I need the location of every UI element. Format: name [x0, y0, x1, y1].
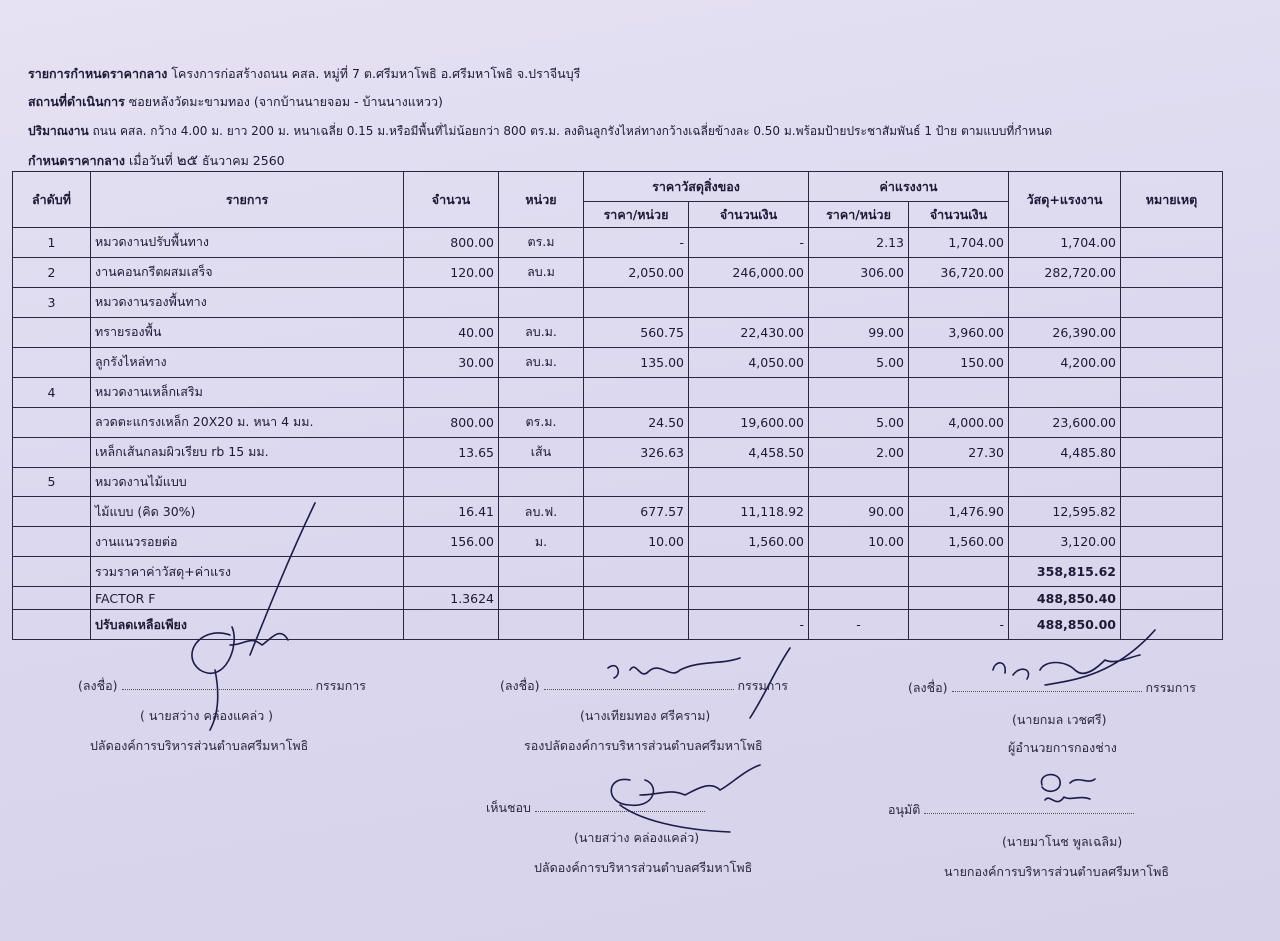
cell-mat-amount [689, 287, 809, 317]
cell-lab-amount [909, 467, 1009, 497]
cell-no [13, 437, 91, 467]
cell-qty: 40.00 [404, 317, 499, 347]
cell-item: ทรายรองพื้น [91, 317, 404, 347]
table-row [13, 437, 1223, 467]
header-line-2 [28, 92, 443, 112]
cell-item: หมวดงานรองพื้นทาง [91, 287, 404, 317]
table-row [13, 257, 1223, 287]
cell-remark [1121, 377, 1223, 407]
cell-mat-price: 24.50 [584, 407, 689, 437]
final-dash: - [689, 610, 809, 640]
cell-mat-price: 560.75 [584, 317, 689, 347]
header-line-4-rest: ธันวาคม 2560 [202, 153, 285, 168]
sig2-name: (นางเทียมทอง ศรีคราม) [580, 708, 711, 723]
cell-remark [1121, 347, 1223, 377]
cell-total: 12,595.82 [1009, 497, 1121, 527]
cell-unit: ม. [499, 527, 584, 557]
cell-lab-amount: 27.30 [909, 437, 1009, 467]
cell-mat-price: - [584, 228, 689, 258]
table-row [13, 228, 1223, 258]
cell-remark [1121, 317, 1223, 347]
cell-no [13, 317, 91, 347]
signature-scribble-1 [170, 495, 330, 735]
cell-total: 4,200.00 [1009, 347, 1121, 377]
sig2-title: รองปลัดองค์การบริหารส่วนตำบลศรีมหาโพธิ [524, 738, 763, 753]
cell-no: 3 [13, 287, 91, 317]
cell-total: 1,704.00 [1009, 228, 1121, 258]
cell-unit: ลบ.ม. [499, 347, 584, 377]
header-line-1 [28, 64, 580, 84]
cell-total: 23,600.00 [1009, 407, 1121, 437]
cell-remark [1121, 407, 1223, 437]
cell-lab-amount [909, 287, 1009, 317]
cell-qty: 16.41 [404, 497, 499, 527]
cell-lab-price: 90.00 [809, 497, 909, 527]
cell-total: 282,720.00 [1009, 257, 1121, 287]
cell-item: งานแนวรอยต่อ [91, 527, 404, 557]
sig3-title: ผู้อำนวยการกองช่าง [1008, 740, 1117, 755]
cell-total [1009, 467, 1121, 497]
cell-mat-price: 135.00 [584, 347, 689, 377]
cell-remark [1121, 437, 1223, 467]
table-row [13, 467, 1223, 497]
cell-item: หมวดงานเหล็กเสริม [91, 377, 404, 407]
cell-unit: ลบ.ม. [499, 317, 584, 347]
cell-total [1009, 287, 1121, 317]
col-header-labor: ค่าแรงงาน [809, 172, 1009, 202]
agree-label: เห็นชอบ [486, 800, 531, 815]
sig3-signed-label: (ลงชื่อ) [908, 680, 948, 695]
cell-lab-price: 5.00 [809, 347, 909, 377]
cell-lab-amount: 3,960.00 [909, 317, 1009, 347]
cell-lab-price: 306.00 [809, 257, 909, 287]
final-label: ปรับลดเหลือเพียง [91, 610, 404, 640]
header-line-3 [28, 122, 1052, 141]
cell-lab-price: 99.00 [809, 317, 909, 347]
cell-no [13, 497, 91, 527]
signature-scribble-2 [600, 640, 800, 720]
table-row [13, 407, 1223, 437]
col-header-no: ลำดับที่ [13, 172, 91, 228]
cell-item: ลูกรังไหล่ทาง [91, 347, 404, 377]
cell-unit [499, 377, 584, 407]
cell-no: 1 [13, 228, 91, 258]
sig1-signed-label: (ลงชื่อ) [78, 678, 118, 693]
header-line-4 [28, 148, 285, 172]
cell-lab-amount: 1,704.00 [909, 228, 1009, 258]
cell-mat-amount: - [689, 228, 809, 258]
header-line-1-label: รายการกำหนดราคากลาง [28, 66, 168, 81]
cell-unit: ตร.ม [499, 228, 584, 258]
final-dash: - [909, 610, 1009, 640]
col-header-lab-price: ราคา/หน่วย [809, 202, 909, 228]
sig3-name: (นายกมล เวชศรี) [1012, 712, 1107, 727]
cell-unit: ตร.ม. [499, 407, 584, 437]
cell-unit [499, 287, 584, 317]
cell-unit: ลบ.ม [499, 257, 584, 287]
header-line-4-label: กำหนดราคากลาง [28, 153, 125, 168]
cell-mat-price [584, 467, 689, 497]
cell-remark [1121, 257, 1223, 287]
cell-lab-price [809, 467, 909, 497]
cell-qty [404, 287, 499, 317]
cell-remark [1121, 527, 1223, 557]
cell-mat-price [584, 287, 689, 317]
signature-scribble-4 [600, 760, 770, 840]
cell-mat-price [584, 377, 689, 407]
cell-mat-amount [689, 467, 809, 497]
cell-lab-amount: 1,476.90 [909, 497, 1009, 527]
factor-value: 1.3624 [404, 587, 499, 610]
sum-label: รวมราคาค่าวัสดุ+ค่าแรง [91, 557, 404, 587]
header-line-3-label: ปริมาณงาน [28, 124, 89, 138]
col-header-unit: หน่วย [499, 172, 584, 228]
cell-remark [1121, 497, 1223, 527]
cell-qty: 120.00 [404, 257, 499, 287]
cell-lab-amount: 1,560.00 [909, 527, 1009, 557]
col-header-remark: หมายเหตุ [1121, 172, 1223, 228]
sig5-title: นายกองค์การบริหารส่วนตำบลศรีมหาโพธิ [944, 864, 1170, 879]
cell-no: 5 [13, 467, 91, 497]
cell-qty: 800.00 [404, 407, 499, 437]
cell-qty: 156.00 [404, 527, 499, 557]
col-header-total: วัสดุ+แรงงาน [1009, 172, 1121, 228]
sig1-title: ปลัดองค์การบริหารส่วนตำบลศรีมหาโพธิ [90, 738, 309, 753]
cell-item: หมวดงานปรับพื้นทาง [91, 228, 404, 258]
signature-scribble-5 [1030, 765, 1110, 815]
cell-mat-amount: 246,000.00 [689, 257, 809, 287]
sum-total: 358,815.62 [1009, 557, 1121, 587]
cell-no [13, 347, 91, 377]
cell-lab-amount: 36,720.00 [909, 257, 1009, 287]
cell-remark [1121, 228, 1223, 258]
signature-scribble-3 [985, 625, 1165, 695]
sig1-committee: กรรมการ [315, 678, 367, 693]
header-line-3-text: ถนน คสล. กว้าง 4.00 ม. ยาว 200 ม. หนาเฉลี่ย 0.15 ม.หรือมีพื้นที่ไม่น้อยกว่า 800 ตร.ม. ลงดินลูกรังไหล่ทางกว้างเฉลี่ยข้างละ 0.50 ม.พร้อมป้ายประชาสัมพันธ์ 1 ป้าย ตามแบบที่กำหนด [92, 124, 1053, 138]
cell-item: งานคอนกรีตผสมเสร็จ [91, 257, 404, 287]
col-header-qty: จำนวน [404, 172, 499, 228]
sig5-name: (นายมาโนช พูลเฉลิม) [1002, 834, 1123, 849]
cell-qty [404, 377, 499, 407]
cell-remark [1121, 467, 1223, 497]
cell-qty [404, 467, 499, 497]
cell-lab-price: 10.00 [809, 527, 909, 557]
cell-mat-amount: 11,118.92 [689, 497, 809, 527]
cell-mat-price: 326.63 [584, 437, 689, 467]
header-line-1-text: โครงการก่อสร้างถนน คสล. หมู่ที่ 7 ต.ศรีมหาโพธิ อ.ศรีมหาโพธิ จ.ปราจีนบุรี [171, 66, 581, 81]
cell-unit: เส้น [499, 437, 584, 467]
cell-no: 4 [13, 377, 91, 407]
col-header-mat-amount: จำนวนเงิน [689, 202, 809, 228]
sig3-committee: กรรมการ [1145, 680, 1197, 695]
cell-lab-amount: 4,000.00 [909, 407, 1009, 437]
col-header-mat-price: ราคา/หน่วย [584, 202, 689, 228]
cell-qty: 30.00 [404, 347, 499, 377]
cell-total [1009, 377, 1121, 407]
table-row [13, 377, 1223, 407]
cell-lab-price: 2.00 [809, 437, 909, 467]
sig1-name: ( นายสว่าง คล่องแคล่ว ) [140, 708, 274, 723]
cell-no [13, 407, 91, 437]
col-header-lab-amount: จำนวนเงิน [909, 202, 1009, 228]
sig4-name: (นายสว่าง คล่องแคล่ว) [574, 830, 700, 845]
cell-item: เหล็กเส้นกลมผิวเรียบ rb 15 มม. [91, 437, 404, 467]
cell-mat-amount: 4,050.00 [689, 347, 809, 377]
cell-lab-price: 5.00 [809, 407, 909, 437]
factor-total: 488,850.40 [1009, 587, 1121, 610]
cell-item: ไม้แบบ (คิด 30%) [91, 497, 404, 527]
approve-label: อนุมัติ [888, 802, 921, 817]
cell-mat-price: 10.00 [584, 527, 689, 557]
cell-item: ลวดตะแกรงเหล็ก 20X20 ม. หนา 4 มม. [91, 407, 404, 437]
cell-total: 26,390.00 [1009, 317, 1121, 347]
cell-remark [1121, 287, 1223, 317]
cell-total: 4,485.80 [1009, 437, 1121, 467]
cell-qty: 800.00 [404, 228, 499, 258]
final-total: 488,850.00 [1009, 610, 1121, 640]
cell-mat-amount: 4,458.50 [689, 437, 809, 467]
col-header-material: ราคาวัสดุสิ่งของ [584, 172, 809, 202]
cell-mat-price: 677.57 [584, 497, 689, 527]
cell-total: 3,120.00 [1009, 527, 1121, 557]
cell-lab-amount: 150.00 [909, 347, 1009, 377]
header-line-2-label: สถานที่ดำเนินการ [28, 94, 125, 109]
table-row [13, 347, 1223, 377]
cell-mat-amount [689, 377, 809, 407]
col-header-item: รายการ [91, 172, 404, 228]
cell-qty: 13.65 [404, 437, 499, 467]
cell-mat-amount: 19,600.00 [689, 407, 809, 437]
cell-lab-price [809, 287, 909, 317]
cell-mat-price: 2,050.00 [584, 257, 689, 287]
sig4-title: ปลัดองค์การบริหารส่วนตำบลศรีมหาโพธิ [534, 860, 753, 875]
cell-unit [499, 467, 584, 497]
factor-label: FACTOR F [91, 587, 404, 610]
table-row [13, 287, 1223, 317]
sig2-committee: กรรมการ [737, 678, 789, 693]
header-line-4-text: เมื่อวันที่ [128, 153, 173, 168]
cell-mat-amount: 1,560.00 [689, 527, 809, 557]
cell-lab-amount [909, 377, 1009, 407]
cell-mat-amount: 22,430.00 [689, 317, 809, 347]
table-row [13, 317, 1223, 347]
sig2-signed-label: (ลงชื่อ) [500, 678, 540, 693]
final-dash: - [809, 610, 909, 640]
cell-no: 2 [13, 257, 91, 287]
cell-item: หมวดงานไม้แบบ [91, 467, 404, 497]
cell-lab-price: 2.13 [809, 228, 909, 258]
cell-lab-price [809, 377, 909, 407]
cell-unit: ลบ.ฟ. [499, 497, 584, 527]
cell-no [13, 527, 91, 557]
header-line-4-day: ๒๕ [176, 151, 199, 169]
header-line-2-text: ซอยหลังวัดมะขามทอง (จากบ้านนายจอม - บ้านนางแหวว) [128, 94, 443, 109]
